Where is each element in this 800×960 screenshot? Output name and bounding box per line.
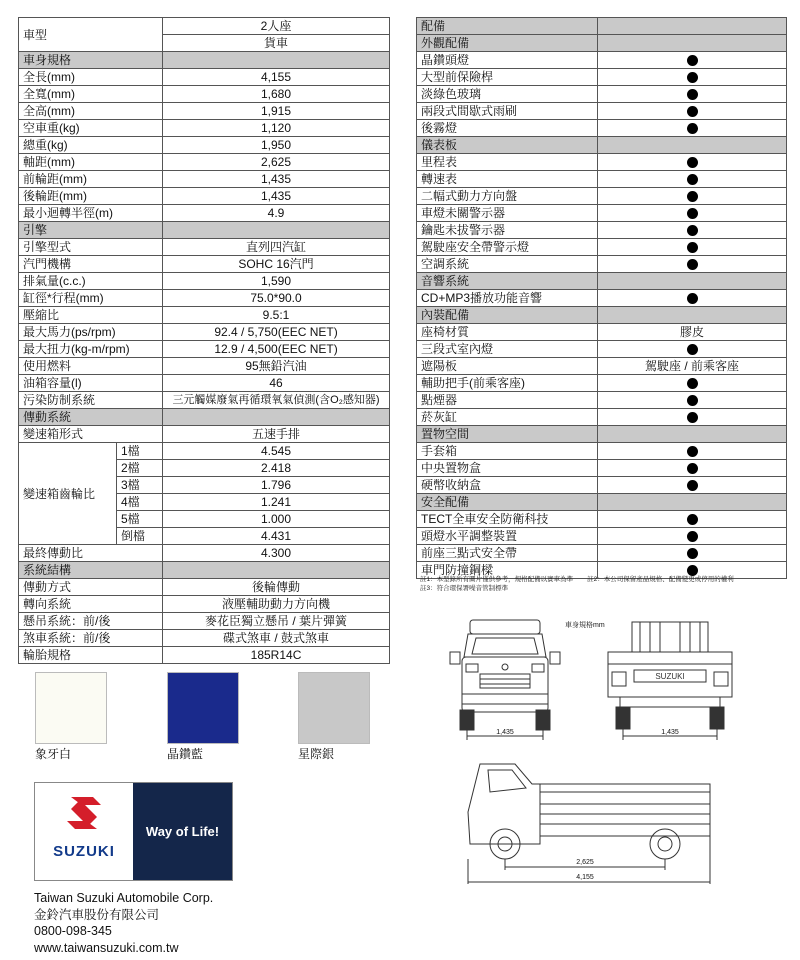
spec-value: 95無鉛汽油 — [163, 358, 390, 375]
equipment-row — [417, 86, 787, 103]
equipment-row — [417, 358, 787, 375]
spec-row — [19, 392, 390, 409]
section-filler — [163, 409, 390, 426]
equipment-label: 駕駛座安全帶警示燈 — [417, 239, 598, 256]
model-header-row — [19, 18, 390, 35]
equipment-value — [598, 120, 787, 137]
equipped-dot-icon — [687, 344, 698, 355]
equipment-value — [598, 103, 787, 120]
equipment-value — [598, 188, 787, 205]
spec-value: 1,950 — [163, 137, 390, 154]
spec-value: SOHC 16汽門 — [163, 256, 390, 273]
spec-label: 汽門機構 — [19, 256, 163, 273]
equipped-dot-icon — [687, 72, 698, 83]
section-title: 車身規格 — [19, 52, 163, 69]
spec-row — [19, 86, 390, 103]
equipped-dot-icon — [687, 259, 698, 270]
section-filler — [598, 137, 787, 154]
equipment-label: 車門防撞鋼樑 — [417, 562, 598, 579]
color-name-crystal-blue: 晶鑽藍 — [167, 747, 204, 761]
section-filler — [598, 307, 787, 324]
equipped-dot-icon — [687, 395, 698, 406]
equipment-label: TECT全車安全防衛科技 — [417, 511, 598, 528]
equipment-value — [598, 528, 787, 545]
equipped-dot-icon — [687, 157, 698, 168]
equipment-label: 後霧燈 — [417, 120, 598, 137]
company-name-zh: 金鈴汽車股份有限公司 — [34, 907, 160, 922]
spec-label: 軸距(mm) — [19, 154, 163, 171]
suzuki-s-logo-icon — [35, 783, 133, 843]
spec-row — [19, 545, 390, 562]
equipment-label: 菸灰缸 — [417, 409, 598, 426]
equipped-dot-icon — [687, 191, 698, 202]
equipment-value — [598, 375, 787, 392]
spec-value: 9.5:1 — [163, 307, 390, 324]
equipped-dot-icon — [687, 548, 698, 559]
equipment-label: 三段式室內燈 — [417, 341, 598, 358]
note-3: 註3：符合環保署噪音管制標準 — [420, 585, 509, 592]
equipment-label: CD+MP3播放功能音響 — [417, 290, 598, 307]
rear-track-dimension: 1,435 — [661, 729, 679, 736]
spec-label: 後輪距(mm) — [19, 188, 163, 205]
spec-label: 全長(mm) — [19, 69, 163, 86]
section-header-row — [417, 307, 787, 324]
spec-row — [19, 290, 390, 307]
section-header-row — [19, 562, 390, 579]
equipment-value — [598, 511, 787, 528]
brand-block — [34, 782, 233, 881]
section-filler — [163, 562, 390, 579]
section-title: 引擎 — [19, 222, 163, 239]
footnotes — [420, 575, 790, 593]
gear-ratio-value: 4.545 — [163, 443, 390, 460]
equipment-value — [598, 256, 787, 273]
spec-value: 12.9 / 4,500(EEC NET) — [163, 341, 390, 358]
spec-value: 2,625 — [163, 154, 390, 171]
spec-row — [19, 154, 390, 171]
spec-row — [19, 324, 390, 341]
section-filler — [598, 494, 787, 511]
spec-row — [19, 69, 390, 86]
section-header-row — [417, 273, 787, 290]
equipped-dot-icon — [687, 123, 698, 134]
equipment-row — [417, 341, 787, 358]
color-swatch-ivory-white — [35, 672, 107, 744]
section-header-row — [19, 409, 390, 426]
equipment-row — [417, 392, 787, 409]
gear-ratio-value: 1.796 — [163, 477, 390, 494]
spec-row — [19, 613, 390, 630]
equipped-dot-icon — [687, 225, 698, 236]
section-title: 音響系統 — [417, 273, 598, 290]
spec-label: 總重(kg) — [19, 137, 163, 154]
spec-label: 轉向系統 — [19, 596, 163, 613]
section-title: 內裝配備 — [417, 307, 598, 324]
equipment-row — [417, 103, 787, 120]
model-seats: 2人座 — [163, 18, 390, 35]
spec-value: 液壓輔助動力方向機 — [163, 596, 390, 613]
equipment-value — [598, 409, 787, 426]
equipment-label: 大型前保險桿 — [417, 69, 598, 86]
section-header-row — [19, 52, 390, 69]
equipment-value — [598, 477, 787, 494]
equipment-label: 輔助把手(前乘客座) — [417, 375, 598, 392]
spec-row — [19, 630, 390, 647]
equipment-row — [417, 222, 787, 239]
equipment-row — [417, 375, 787, 392]
equipment-row — [417, 205, 787, 222]
spec-row — [19, 307, 390, 324]
equipment-value — [598, 86, 787, 103]
equipped-dot-icon — [687, 378, 698, 389]
equipment-value — [598, 171, 787, 188]
gear-ratio-value: 1.000 — [163, 511, 390, 528]
spec-row — [19, 341, 390, 358]
section-title: 置物空間 — [417, 426, 598, 443]
spec-label: 輪胎規格 — [19, 647, 163, 664]
equipment-label: 中央置物盒 — [417, 460, 598, 477]
equipment-value — [598, 154, 787, 171]
spec-row — [19, 358, 390, 375]
model-label: 車型 — [19, 18, 163, 52]
spec-value: 1,680 — [163, 86, 390, 103]
spec-label: 懸吊系統：前/後 — [19, 613, 163, 630]
color-name-star-silver: 星際銀 — [298, 747, 335, 761]
spec-row — [19, 375, 390, 392]
equipment-label: 前座三點式安全帶 — [417, 545, 598, 562]
spec-label: 油箱容量(l) — [19, 375, 163, 392]
section-title: 儀表板 — [417, 137, 598, 154]
section-title: 安全配備 — [417, 494, 598, 511]
spec-label: 全寬(mm) — [19, 86, 163, 103]
equipment-label: 鑰匙未拔警示器 — [417, 222, 598, 239]
equipment-label: 手套箱 — [417, 443, 598, 460]
spec-row — [19, 137, 390, 154]
spec-label: 空車重(kg) — [19, 120, 163, 137]
spec-row — [19, 273, 390, 290]
spec-label: 排氣量(c.c.) — [19, 273, 163, 290]
equipped-dot-icon — [687, 89, 698, 100]
gear-name: 4檔 — [117, 494, 163, 511]
equipment-value: 膠皮 — [598, 324, 787, 341]
equipment-row — [417, 324, 787, 341]
equipped-dot-icon — [687, 412, 698, 423]
gear-name: 2檔 — [117, 460, 163, 477]
equipped-dot-icon — [687, 106, 698, 117]
equipment-value — [598, 545, 787, 562]
side-view-drawing — [468, 764, 710, 884]
equipped-dot-icon — [687, 463, 698, 474]
equipment-row — [417, 545, 787, 562]
section-header-row — [417, 494, 787, 511]
equipped-dot-icon — [687, 242, 698, 253]
equipment-label: 淡綠色玻璃 — [417, 86, 598, 103]
spec-row — [19, 239, 390, 256]
spec-row — [19, 205, 390, 222]
spec-value: 五速手排 — [163, 426, 390, 443]
color-swatch-star-silver — [298, 672, 370, 744]
equipment-label: 兩段式間歇式雨刷 — [417, 103, 598, 120]
section-header-row — [417, 137, 787, 154]
brand-slogan: Way of Life! — [133, 783, 232, 880]
equipment-value — [598, 290, 787, 307]
spec-label: 污染防制系統 — [19, 392, 163, 409]
equipment-value — [598, 460, 787, 477]
section-header-row — [417, 426, 787, 443]
gear-ratio-value: 2.418 — [163, 460, 390, 477]
equipment-label: 二幅式動力方向盤 — [417, 188, 598, 205]
gear-ratio-label: 變速箱齒輪比 — [19, 443, 117, 545]
spec-value: 1,435 — [163, 188, 390, 205]
spec-value: 46 — [163, 375, 390, 392]
spec-row — [19, 647, 390, 664]
company-name-en: Taiwan Suzuki Automobile Corp. — [34, 891, 214, 905]
equipment-value — [598, 239, 787, 256]
equipment-header-row — [417, 18, 787, 35]
spec-label: 全高(mm) — [19, 103, 163, 120]
equipment-row — [417, 120, 787, 137]
spec-label: 最小迴轉半徑(m) — [19, 205, 163, 222]
spec-label: 最大馬力(ps/rpm) — [19, 324, 163, 341]
equipment-label: 轉速表 — [417, 171, 598, 188]
section-title: 外觀配備 — [417, 35, 598, 52]
note-2: 註2：本公司保留產品規格、配備變更或停用的權利 — [587, 576, 734, 583]
equipped-dot-icon — [687, 531, 698, 542]
equipment-value — [598, 205, 787, 222]
equipment-row — [417, 443, 787, 460]
section-filler — [598, 426, 787, 443]
equipped-dot-icon — [687, 174, 698, 185]
equipment-row — [417, 171, 787, 188]
equipped-dot-icon — [687, 208, 698, 219]
section-title: 傳動系統 — [19, 409, 163, 426]
equipment-value — [598, 52, 787, 69]
equipment-value — [598, 341, 787, 358]
spec-row — [19, 103, 390, 120]
company-info — [34, 890, 213, 956]
spec-value: 後輪傳動 — [163, 579, 390, 596]
equipment-row — [417, 239, 787, 256]
spec-row — [19, 120, 390, 137]
spec-value: 碟式煞車 / 鼓式煞車 — [163, 630, 390, 647]
equipment-label: 座椅材質 — [417, 324, 598, 341]
equipment-value — [598, 443, 787, 460]
brand-logo-panel — [35, 783, 133, 880]
spec-value: 4,155 — [163, 69, 390, 86]
spec-label: 缸徑*行程(mm) — [19, 290, 163, 307]
section-filler — [598, 18, 787, 35]
equipment-row — [417, 477, 787, 494]
spec-value: 1,590 — [163, 273, 390, 290]
gear-ratio-value: 4.431 — [163, 528, 390, 545]
equipment-row — [417, 528, 787, 545]
spec-label: 前輪距(mm) — [19, 171, 163, 188]
front-view-drawing — [450, 620, 560, 740]
equipment-row — [417, 290, 787, 307]
spec-label: 最大扭力(kg-m/rpm) — [19, 341, 163, 358]
spec-value: 4.300 — [163, 545, 390, 562]
gear-name: 倒檔 — [117, 528, 163, 545]
section-title: 系統結構 — [19, 562, 163, 579]
equipment-label: 空調系統 — [417, 256, 598, 273]
company-website[interactable]: www.taiwansuzuki.com.tw — [34, 940, 179, 955]
spec-label: 變速箱形式 — [19, 426, 163, 443]
equipment-row — [417, 188, 787, 205]
length-dimension: 4,155 — [576, 874, 594, 881]
equipment-label: 里程表 — [417, 154, 598, 171]
gear-ratio-row — [19, 443, 390, 460]
spec-value: 185R14C — [163, 647, 390, 664]
equipment-header: 配備 — [417, 18, 598, 35]
spec-row — [19, 596, 390, 613]
equipped-dot-icon — [687, 446, 698, 457]
equipment-label: 晶鑽頭燈 — [417, 52, 598, 69]
equipment-table — [416, 17, 787, 579]
gear-name: 3檔 — [117, 477, 163, 494]
equipped-dot-icon — [687, 55, 698, 66]
spec-label: 使用燃料 — [19, 358, 163, 375]
spec-value: 92.4 / 5,750(EEC NET) — [163, 324, 390, 341]
drawing-unit-label: 車身規格mm — [565, 622, 605, 629]
equipment-value — [598, 392, 787, 409]
equipment-value: 駕駛座 / 前乘客座 — [598, 358, 787, 375]
equipment-value — [598, 222, 787, 239]
equipped-dot-icon — [687, 514, 698, 525]
spec-value: 1,915 — [163, 103, 390, 120]
spec-label: 引擎型式 — [19, 239, 163, 256]
equipped-dot-icon — [687, 480, 698, 491]
spec-value: 1,120 — [163, 120, 390, 137]
spec-row — [19, 579, 390, 596]
section-filler — [163, 52, 390, 69]
spec-value: 三元觸媒廢氣再循環氧氣偵測(含O₂感知器) — [163, 392, 390, 409]
rear-badge-text: SUZUKI — [655, 672, 685, 681]
spec-row — [19, 188, 390, 205]
spec-row — [19, 256, 390, 273]
spec-row — [19, 171, 390, 188]
spec-value: 1,435 — [163, 171, 390, 188]
brand-wordmark: SUZUKI — [53, 843, 115, 860]
gear-name: 1檔 — [117, 443, 163, 460]
equipped-dot-icon — [687, 293, 698, 304]
equipment-row — [417, 52, 787, 69]
equipment-value — [598, 69, 787, 86]
rear-view-drawing — [608, 622, 732, 740]
equipment-row — [417, 256, 787, 273]
section-filler — [598, 35, 787, 52]
spec-value: 75.0*90.0 — [163, 290, 390, 307]
spec-label: 最終傳動比 — [19, 545, 163, 562]
equipment-row — [417, 409, 787, 426]
gear-name: 5檔 — [117, 511, 163, 528]
spec-label: 煞車系統：前/後 — [19, 630, 163, 647]
equipment-label: 車燈未關警示器 — [417, 205, 598, 222]
equipment-row — [417, 460, 787, 477]
section-filler — [163, 222, 390, 239]
equipment-label: 遮陽板 — [417, 358, 598, 375]
spec-value: 4.9 — [163, 205, 390, 222]
company-phone: 0800-098-345 — [34, 924, 112, 938]
color-name-ivory-white: 象牙白 — [35, 747, 72, 761]
front-track-dimension: 1,435 — [496, 729, 514, 736]
equipment-label: 頭燈水平調整裝置 — [417, 528, 598, 545]
section-filler — [598, 273, 787, 290]
spec-value: 直列四汽缸 — [163, 239, 390, 256]
equipment-label: 硬幣收納盒 — [417, 477, 598, 494]
spec-value: 麥花臣獨立懸吊 / 葉片彈簧 — [163, 613, 390, 630]
equipment-row — [417, 154, 787, 171]
equipment-row — [417, 69, 787, 86]
equipment-row — [417, 511, 787, 528]
section-header-row — [417, 35, 787, 52]
vehicle-dimension-drawings — [440, 612, 790, 892]
equipment-label: 點煙器 — [417, 392, 598, 409]
model-type: 貨車 — [163, 35, 390, 52]
note-1: 註1：本型錄所有圖片僅供參考，規格配備以實車為準 — [420, 576, 574, 583]
gear-ratio-value: 1.241 — [163, 494, 390, 511]
color-swatch-crystal-blue — [167, 672, 239, 744]
spec-row — [19, 426, 390, 443]
spec-label: 傳動方式 — [19, 579, 163, 596]
wheelbase-dimension: 2,625 — [576, 859, 594, 866]
spec-table — [18, 17, 390, 664]
spec-label: 壓縮比 — [19, 307, 163, 324]
section-header-row — [19, 222, 390, 239]
